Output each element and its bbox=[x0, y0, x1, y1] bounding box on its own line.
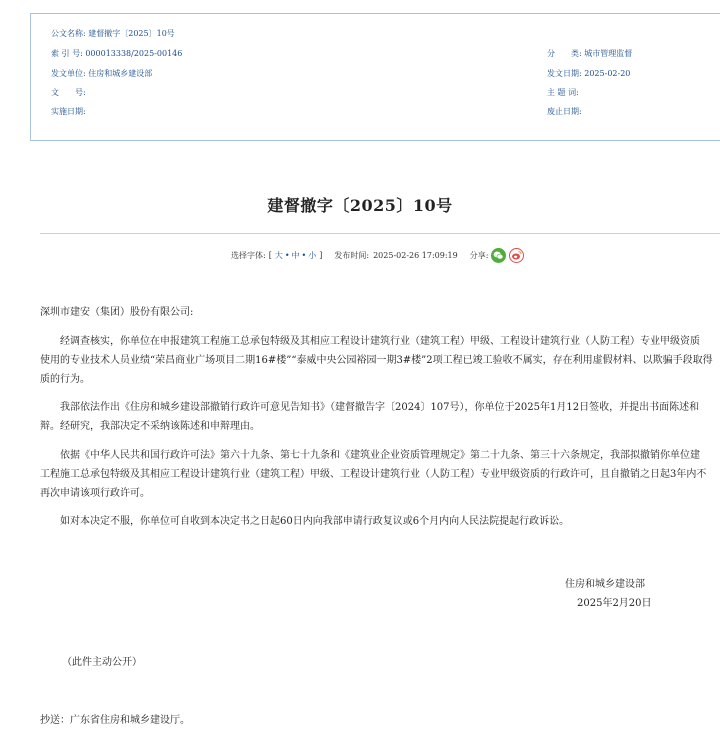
paragraph-2-line-1: 我部依法作出《住房和城乡建设部撤销行政许可意见告知书》（建督撤告字〔2024〕107号），你单位于2025年1月12日签收，并提出书面陈述和 bbox=[60, 402, 700, 413]
font-bracket-open: [ bbox=[268, 250, 272, 260]
meta-category-value: 城市管理监督 bbox=[584, 49, 633, 58]
signature-date: 2025年2月20日 bbox=[577, 598, 652, 609]
page-title: 建督撤字〔2025〕10号 bbox=[267, 196, 453, 215]
meta-issuer-label: 发文单位: bbox=[51, 69, 86, 78]
salutation: 深圳市建安（集团）股份有限公司: bbox=[40, 307, 194, 318]
font-size-large-link[interactable]: 大 bbox=[274, 250, 283, 260]
paragraph-3-line-2: 工程施工总承包特级及其相应工程设计建筑行业（建筑工程）甲级、工程设计建筑行业（人防工程）专业甲级资质的行政许可，且自撤销之日起3年内不 bbox=[40, 469, 707, 480]
article-info-bar bbox=[231, 248, 524, 263]
meta-issue-date bbox=[547, 69, 630, 79]
meta-issue-date-label: 发文日期: bbox=[547, 69, 582, 78]
meta-doc-name-value: 建督撤字〔2025〕10号 bbox=[88, 29, 175, 38]
publish-time-label: 发布时间: bbox=[334, 250, 370, 260]
meta-category-label: 分 类: bbox=[547, 49, 582, 58]
meta-index-label: 索 引 号: bbox=[51, 49, 83, 58]
public-disclosure-note: （此件主动公开） bbox=[62, 657, 142, 668]
font-separator: • bbox=[284, 250, 290, 260]
meta-doc-name-label: 公文名称: bbox=[51, 29, 86, 38]
meta-expiry-label: 废止日期: bbox=[547, 107, 582, 116]
paragraph-1-line-3: 质的行为。 bbox=[40, 374, 90, 385]
meta-doc-no bbox=[51, 88, 86, 98]
meta-doc-name bbox=[51, 29, 175, 39]
meta-expiry bbox=[547, 107, 582, 117]
share-label: 分享: bbox=[469, 250, 489, 260]
meta-effective-label: 实施日期: bbox=[51, 107, 86, 116]
paragraph-1-line-2: 使用的专业技术人员业绩“荣昌商业广场项目二期16#楼”“泰威中央公园裕园一期3#楼”2项工程已竣工验收不属实，存在利用虚假材料、以欺骗手段取得 bbox=[40, 355, 713, 366]
cc-line: 抄送：广东省住房和城乡建设厅。 bbox=[40, 715, 190, 726]
wechat-share-icon[interactable] bbox=[491, 248, 506, 263]
title-divider bbox=[40, 233, 720, 234]
paragraph-3-line-1: 依据《中华人民共和国行政许可法》第六十九条、第七十九条和《建筑业企业资质管理规定》第二十九条、第三十六条规定，我部拟撤销你单位建 bbox=[60, 450, 700, 461]
publish-time-value: 2025-02-26 17:09:19 bbox=[373, 250, 458, 260]
meta-subject bbox=[547, 88, 579, 98]
meta-index bbox=[51, 49, 182, 59]
paragraph-1-line-1: 经调查核实，你单位在申报建筑工程施工总承包特级及其相应工程设计建筑行业（建筑工程）甲级、工程设计建筑行业（人防工程）专业甲级资质 bbox=[60, 336, 700, 347]
meta-issuer bbox=[51, 69, 152, 79]
paragraph-4-line-1: 如对本决定不服，你单位可自收到本决定书之日起60日内向我部申请行政复议或6个月内向人民法院提起行政诉讼。 bbox=[60, 516, 570, 527]
meta-index-value: 000013338/2025-00146 bbox=[85, 49, 183, 58]
font-size-medium-link[interactable]: 中 bbox=[291, 250, 300, 260]
font-size-label: 选择字体: bbox=[231, 250, 266, 260]
paragraph-2-line-2: 辩。经研究，我部决定不采纳该陈述和申辩理由。 bbox=[40, 421, 260, 432]
meta-issuer-value: 住房和城乡建设部 bbox=[88, 69, 153, 78]
weibo-share-icon[interactable] bbox=[509, 248, 524, 263]
paragraph-3-line-3: 再次申请该项行政许可。 bbox=[40, 488, 150, 499]
meta-effective bbox=[51, 107, 86, 117]
document-metadata-panel bbox=[30, 13, 720, 141]
meta-doc-no-label: 文 号: bbox=[51, 88, 86, 97]
meta-category bbox=[547, 49, 632, 59]
font-separator: • bbox=[301, 250, 307, 260]
meta-subject-label: 主 题 词: bbox=[547, 88, 579, 97]
meta-issue-date-value: 2025-02-20 bbox=[584, 69, 631, 78]
signature-org: 住房和城乡建设部 bbox=[565, 579, 645, 590]
font-size-small-link[interactable]: 小 bbox=[308, 250, 317, 260]
font-bracket-close: ] bbox=[319, 250, 323, 260]
